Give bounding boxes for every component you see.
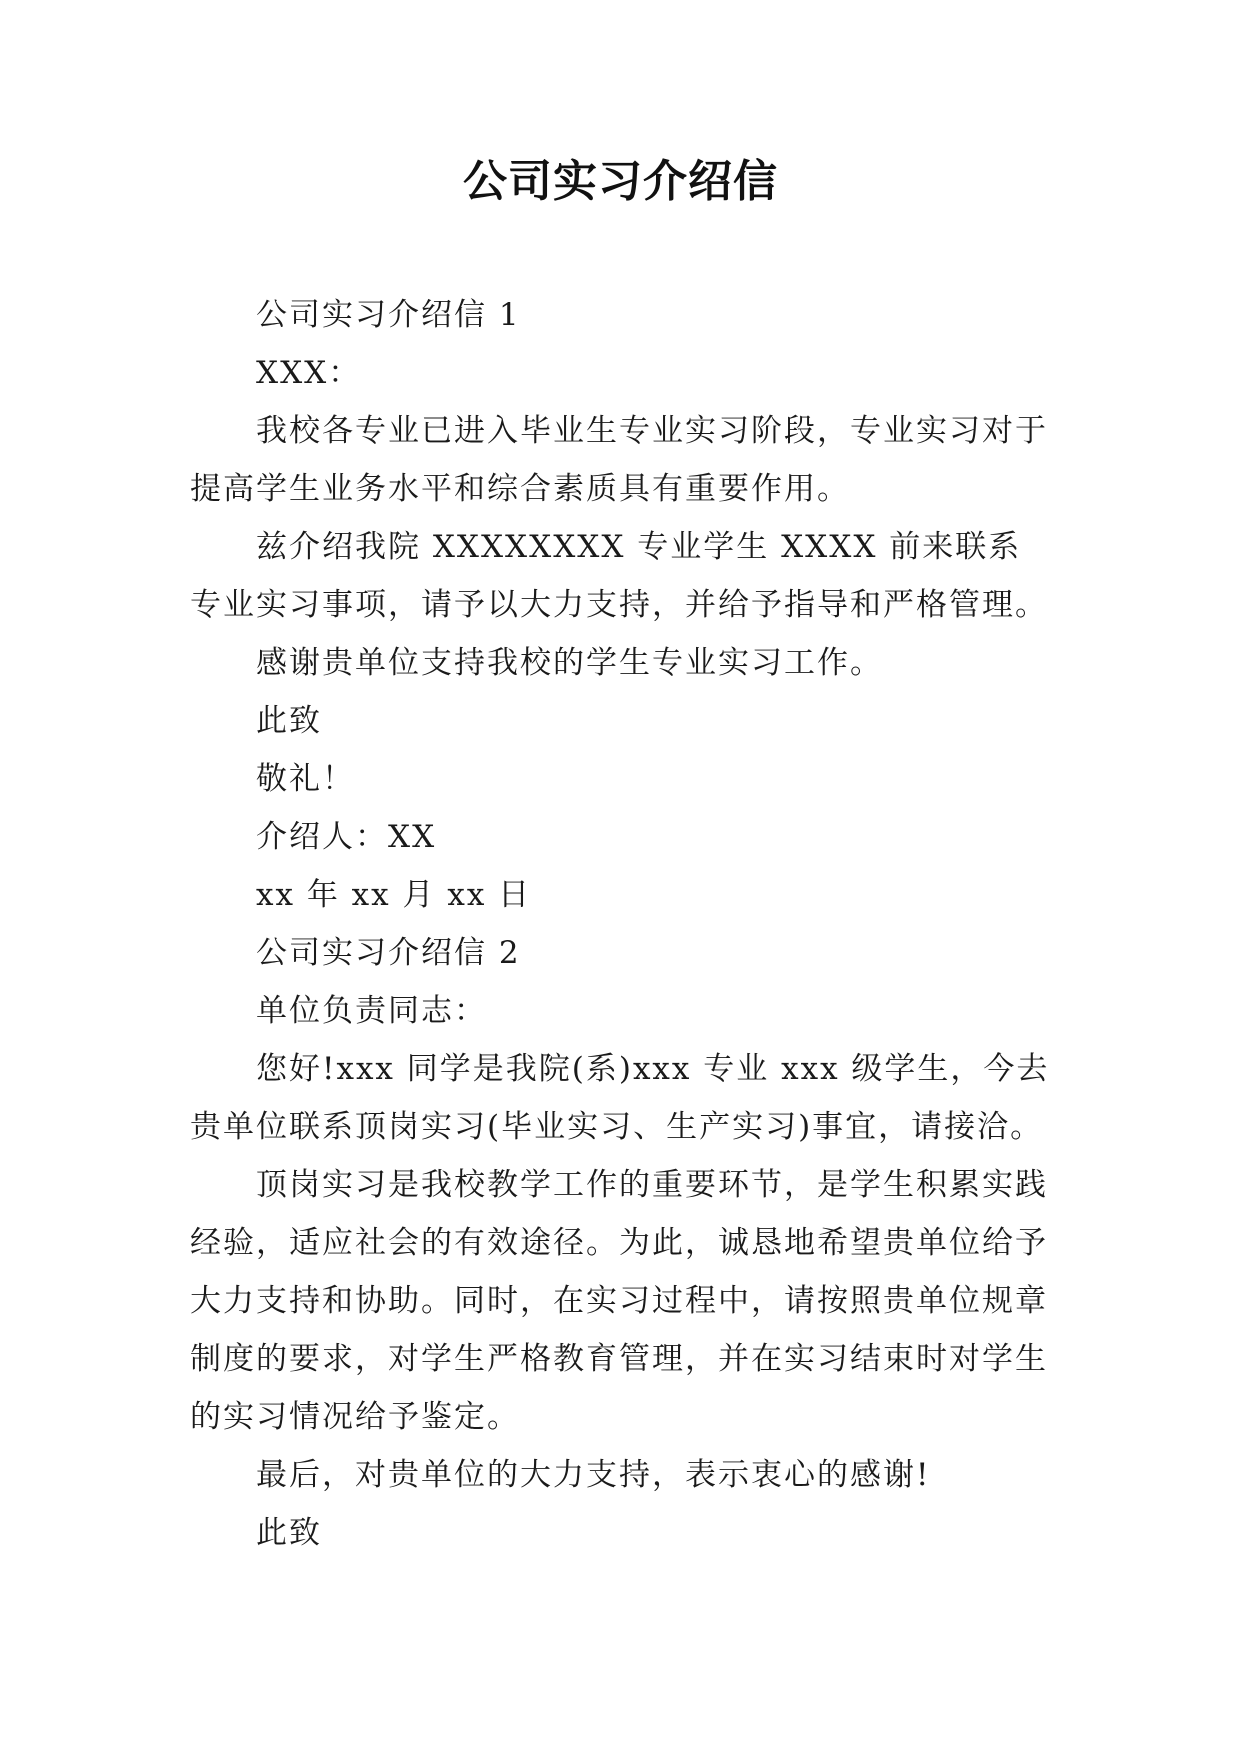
paragraph-closing-2: 此致: [256, 1515, 322, 1551]
paragraph-greeting-2: 您好!xxx 同学是我院(系)xxx 专业 xxx 级学生，今去贵单位联系顶岗实习(毕业实习、生产实习)事宜，请接洽。: [190, 1051, 1050, 1145]
paragraph-letter-2-heading: 公司实习介绍信 2: [256, 935, 521, 971]
paragraph-thanks-1: 感谢贵单位支持我校的学生专业实习工作。: [256, 645, 883, 681]
paragraph-date: xx 年 xx 月 xx 日: [256, 877, 532, 913]
paragraph-salutation-2: 单位负责同志：: [256, 993, 487, 1029]
paragraph-thanks-2: 最后，对贵单位的大力支持，表示衷心的感谢!: [256, 1457, 931, 1493]
document-title: 公司实习介绍信: [463, 156, 778, 207]
paragraph-regards-1: 敬礼！: [256, 761, 355, 797]
paragraph-introducer: 介绍人：XX: [256, 819, 437, 855]
paragraph-intro-1: 我校各专业已进入毕业生专业实习阶段，专业实习对于提高学生业务水平和综合素质具有重要作用。: [190, 413, 1048, 507]
paragraph-letter-1-heading: 公司实习介绍信 1: [256, 297, 521, 333]
paragraph-internship-importance: 顶岗实习是我校教学工作的重要环节，是学生积累实践经验，适应社会的有效途径。为此，诚恳地希望贵单位给予大力支持和协助。同时，在实习过程中，请按照贵单位规章制度的要求，对学生严格教育管理，并在实习结束时对学生的实习情况给予鉴定。: [190, 1167, 1048, 1435]
paragraph-closing-1: 此致: [256, 703, 322, 739]
paragraph-introduce-student: 兹介绍我院 XXXXXXXX 专业学生 XXXX 前来联系专业实习事项，请予以大力支持，并给予指导和严格管理。: [190, 529, 1048, 623]
document-body: [190, 286, 1050, 1562]
paragraph-salutation-1: XXX：: [256, 355, 362, 391]
